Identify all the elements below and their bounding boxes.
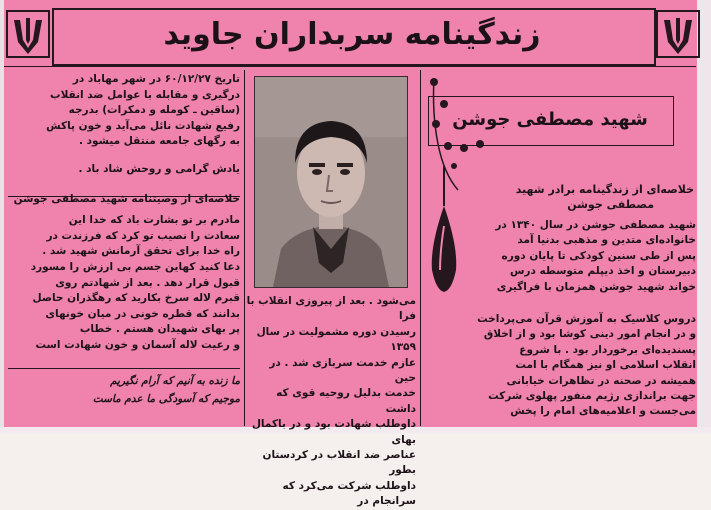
bio-line: دروس کلاسیک به آموزش قرآن می‌پرداخت (477, 313, 696, 325)
bio-text-upper (470, 218, 696, 295)
intro-line: درگیری و مقابله با عوامل ضد انقلاب (50, 88, 240, 101)
bio-line: می‌جست و اعلامیه‌های امام را پخش (510, 405, 696, 418)
middle-line: رسیدن دوره مشمولیت در سال ۱۳۵۹ (256, 325, 416, 354)
middle-line: می‌شود . بعد از پیروزی انقلاب با فرا (246, 295, 416, 323)
middle-line: خدمت بدلیل روحیه قوی که داشت (276, 387, 416, 415)
will-heading: خلاصه‌ای از وصیتنامه شهید مصطفی جوشن (13, 192, 240, 205)
middle-column-text (246, 294, 416, 510)
intro-line: رفیع شهادت نائل می‌آید و خون پاکش (46, 119, 240, 132)
martyr-portrait (254, 76, 408, 288)
left-closing-rule (8, 368, 240, 369)
will-line: دعا کنید کهاین جسم بی ارزش را مسورد (30, 260, 240, 273)
middle-line: داوطلب شهادت بود و در باکمال بهای (251, 418, 416, 446)
column-divider-left (244, 70, 245, 426)
will-line: بدانند که قطره خونی در میان خونهای (45, 307, 240, 320)
martyr-name: شهید مصطفی جوشن (452, 109, 648, 130)
left-column-text (8, 72, 240, 354)
intro-line: (ساقین ـ کومله و دمکرات) بدرجه (68, 104, 240, 117)
blessing-line: یادش گرامی و روحش شاد باد . (78, 162, 240, 175)
bio-text-lower (426, 312, 696, 420)
bio-line: همیشه در صحنه در تظاهرات خیابانی (506, 374, 696, 387)
column-divider-right (420, 70, 421, 426)
bio-heading (468, 182, 694, 212)
bio-line: خانواده‌ای متدین و مذهبی بدنیا آمد (517, 234, 696, 247)
bio-heading-line: مصطفی جوشن (567, 198, 654, 211)
middle-line: عازم خدمت سربازی شد . در حین (269, 356, 416, 385)
tulip-emblem-icon (656, 10, 700, 58)
will-line: قبرم لاله سرخ بکارید که رهگذران حاصل (32, 292, 240, 305)
closing-verse (8, 372, 240, 408)
scan-edge-left (0, 0, 4, 433)
bio-line: پسندیده‌ای برخوردار بود . با شروع (519, 343, 696, 356)
will-line: سعادت را نصیب تو کرد که فرزندت در (46, 229, 240, 242)
will-line: قبول قرار دهد . بعد از شهادتم روی (55, 276, 240, 289)
middle-line: داوطلب شرکت می‌کرد که سرانجام در (282, 479, 416, 508)
will-line: پر بهای شهیدان هستم . خطاب (79, 323, 240, 336)
intro-line: به رگهای جامعه منتقل میشود . (79, 135, 240, 148)
verse-line: ما زنده به آنیم که آرام نگیریم (110, 375, 240, 387)
bio-line: خواند شهید جوشن همزمان با فراگیری (496, 280, 696, 293)
verse-line: موجیم که آسودگی ما عدم ماست (92, 393, 240, 405)
bio-line: و در انجام امور دینی کوشا بود و از اخلاق (483, 328, 696, 341)
scan-edge-right (697, 0, 711, 433)
header-rule (4, 66, 696, 67)
will-line: مادرم بر تو بشارت باد که خدا این (68, 214, 240, 227)
bio-line: انقلاب اسلامی او نیز همگام با امت (515, 359, 696, 372)
intro-line: تاریخ ۶۰/۱۲/۲۷ در شهر مهاباد در (72, 73, 240, 85)
will-line: راه خدا برای تحقق آرمانش شهید شد . (42, 245, 240, 258)
bio-line: شهید مصطفی جوشن در سال ۱۳۴۰ در (495, 219, 696, 231)
middle-line: عناصر ضد انقلاب در کردستان بطور (262, 449, 416, 477)
bio-heading-line: خلاصه‌ای از زندگینامه برادر شهید (515, 183, 694, 196)
page-title: زندگینامه سربداران جاوید (163, 17, 541, 52)
will-line: و رعیت لاله آسمان و خون شهادت است (35, 338, 240, 351)
bio-line: دبیرستان و اخذ دیپلم متوسطه درس (509, 265, 696, 278)
tulip-emblem-icon (6, 10, 50, 58)
bio-line: جهت براندازی رژیم منفور پهلوی شرکت (488, 390, 696, 403)
tulip-drop-icon (426, 166, 462, 294)
bio-line: پس از طی سنین کودکی تا پایان دوره (501, 249, 696, 262)
